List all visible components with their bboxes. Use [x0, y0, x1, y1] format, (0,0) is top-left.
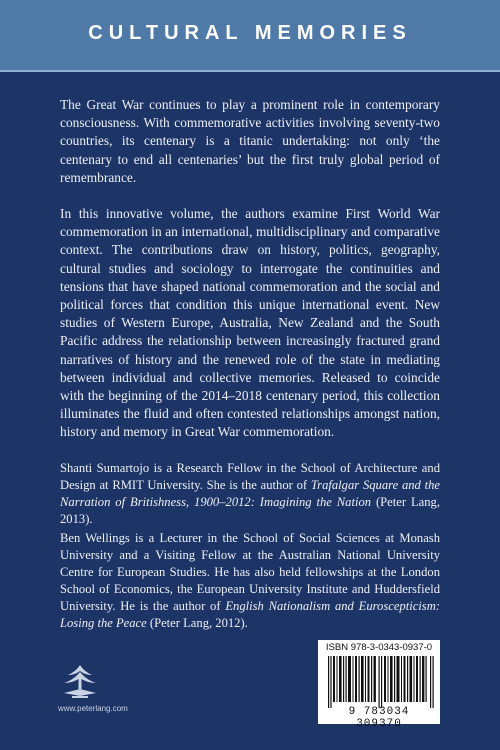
bio2-text-start: Ben Wellings is a Lecturer in the School of Social Sciences at Monash University and a Visiting Fellow at the Australian National University Centre for European Studies. He has also held fellowships at the London School of Economics, the European University Institute and Huddersfield University. He is the author of	[60, 531, 440, 613]
author-bio-2	[60, 530, 440, 632]
header-divider	[0, 70, 500, 72]
peter-lang-logo-icon	[58, 663, 102, 703]
bio2-book-title: English Nationalism and Euroscepticism: Losing the Peace	[60, 599, 440, 630]
bio1-text-end: (Peter Lang, 2013).	[60, 495, 440, 526]
isbn-digits: 9 783034 309370	[348, 706, 410, 730]
author-bio-1	[60, 460, 440, 528]
barcode-icon	[328, 656, 434, 708]
blurb-paragraph-2: In this innovative volume, the authors examine First World War commemoration in an international, multidisciplinary and comparative context. The contributions draw on history, politics, geography, cultural studies and sociology to interrogate the continuities and tensions that have shaped national commemoration and the social and political forces that condition this unique international event. New studies of Western Europe, Australia, New Zealand and the South Pacific address the relationship between increasingly fractured grand narratives of history and the renewed role of the state in mediating between individual and collective memories. Released to coincide with the beginning of the 2014–2018 centenary period, this collection illuminates the fluid and often contested relationships amongst nation, history and memory in Great War commemoration.	[60, 206, 440, 440]
series-title: CULTURAL MEMORIES	[88, 22, 412, 44]
bio2-text-end: (Peter Lang, 2012).	[146, 616, 248, 630]
publisher-website[interactable]: www.peterlang.com	[58, 704, 128, 713]
bio1-text-start: Shanti Sumartojo is a Research Fellow in the School of Architecture and Design at RMIT University. She is the author of	[60, 461, 440, 492]
blurb	[60, 96, 440, 442]
isbn-label: ISBN 978-3-0343-0937-0	[325, 642, 433, 653]
blurb-paragraph-1: The Great War continues to play a prominent role in contemporary consciousness. With commemorative activities involving seventy-two countries, its centenary is a titanic undertaking: not only ‘the centenary to end all centenaries’ but the first truly global period of remembrance.	[60, 97, 440, 185]
bio1-book-title: Trafalgar Square and the Narration of Britishness, 1900–2012: Imagining the Nation	[60, 478, 440, 509]
